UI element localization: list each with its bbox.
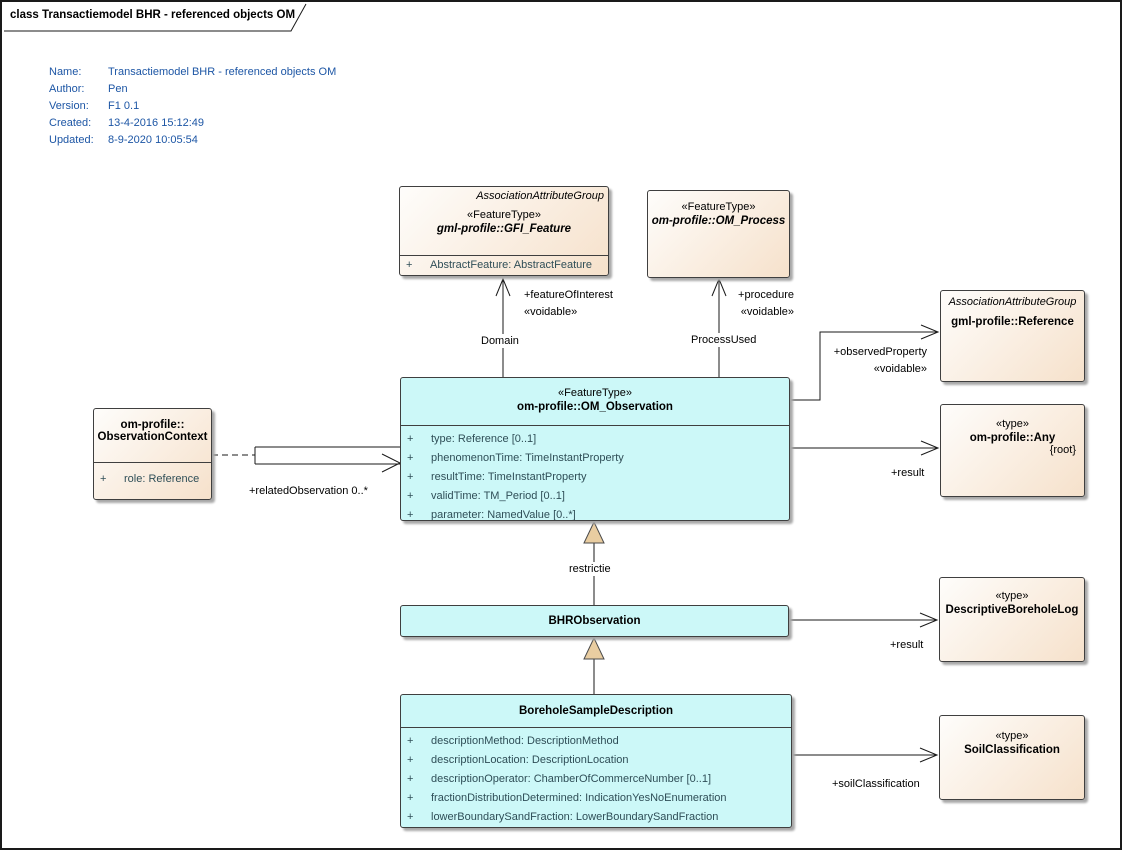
- metadata-label: Version:: [49, 100, 89, 112]
- class-name: DescriptiveBoreholeLog: [945, 604, 1079, 616]
- class-stereotype: «FeatureType»: [558, 387, 632, 399]
- metadata-value: 8-9-2020 10:05:54: [108, 134, 198, 146]
- role-label: +featureOfInterest: [524, 289, 613, 301]
- label-feature-of-interest: [522, 288, 615, 319]
- connector-soil-classification[interactable]: [792, 748, 937, 762]
- metadata-label: Created:: [49, 117, 92, 129]
- attribute-row: + AbstractFeature: AbstractFeature: [406, 259, 593, 271]
- class-borehole-sample-description[interactable]: [400, 694, 792, 828]
- class-name-line1: om-profile::: [120, 419, 185, 431]
- metadata-value: Transactiemodel BHR - referenced objects OM: [108, 66, 337, 78]
- attribute-row: + type: Reference [0..1]: [407, 433, 537, 445]
- class-name: BHRObservation: [548, 615, 641, 627]
- class-name: om-profile::OM_Observation: [517, 401, 673, 413]
- class-observation-context[interactable]: [93, 408, 212, 500]
- attribute-row: + parameter: NamedValue [0..*]: [407, 509, 576, 521]
- metadata-row: [49, 115, 336, 132]
- attribute-row: + resultTime: TimeInstantProperty: [407, 471, 587, 483]
- connector-procedure[interactable]: [712, 279, 726, 377]
- class-name: om-profile::OM_Process: [651, 215, 786, 227]
- connector-result-observation[interactable]: [790, 441, 938, 455]
- label-observed-property: [832, 345, 929, 376]
- connector-related-observation[interactable]: [212, 447, 400, 472]
- label-soil-classification: +soilClassification: [832, 778, 920, 790]
- class-stereotype: «type»: [995, 418, 1030, 430]
- class-any[interactable]: [940, 404, 1085, 497]
- metadata-value: 13-4-2016 15:12:49: [108, 117, 205, 129]
- label-restrictie: restrictie: [569, 563, 611, 575]
- connector-feature-of-interest[interactable]: [496, 279, 510, 377]
- class-name: om-profile::Any: [969, 432, 1056, 444]
- voidable-stereotype-label: «voidable»: [873, 363, 927, 375]
- metadata-row: [49, 98, 336, 115]
- class-reference[interactable]: [940, 290, 1085, 382]
- metadata-value: F1 0.1: [108, 100, 140, 112]
- connector-result-bhr[interactable]: [789, 613, 937, 627]
- class-name: gml-profile::Reference: [951, 316, 1074, 328]
- class-tag: AssociationAttributeGroup: [476, 190, 604, 202]
- attribute-row: + validTime: TM_Period [0..1]: [407, 490, 565, 502]
- attribute-row: + descriptionLocation: DescriptionLocation: [407, 754, 629, 766]
- attribute-row: + fractionDistributionDetermined: IndicationYesNoEnumeration: [407, 792, 727, 804]
- diagram-metadata: [49, 64, 336, 149]
- label-related-observation: +relatedObservation 0..*: [249, 485, 368, 497]
- attribute-row: + role: Reference: [100, 473, 200, 485]
- voidable-stereotype-label: «voidable»: [740, 306, 794, 318]
- attribute-row: + phenomenonTime: TimeInstantProperty: [407, 452, 624, 464]
- diagram-frame-title: class Transactiemodel BHR - referenced objects OM: [10, 9, 296, 21]
- class-stereotype: «type»: [995, 730, 1029, 742]
- class-stereotype: «FeatureType»: [467, 209, 541, 221]
- label-domain: Domain: [481, 335, 519, 347]
- class-om-process[interactable]: [647, 190, 790, 278]
- attribute-row: + descriptionOperator: ChamberOfCommerceNumber [0..1]: [407, 773, 711, 785]
- role-label: +observedProperty: [833, 346, 927, 358]
- class-gfi-feature[interactable]: [399, 186, 609, 276]
- attribute-row: + descriptionMethod: DescriptionMethod: [407, 735, 619, 747]
- connector-generalization-borehole[interactable]: [584, 638, 604, 694]
- attribute-row: + lowerBoundarySandFraction: LowerBoundarySandFraction: [407, 811, 719, 823]
- role-label: +procedure: [738, 289, 794, 301]
- class-stereotype: «type»: [995, 590, 1029, 602]
- label-process-used: ProcessUsed: [691, 334, 757, 346]
- class-name-line2: ObservationContext: [97, 431, 208, 443]
- metadata-label: Author:: [49, 83, 85, 95]
- label-procedure: [736, 288, 796, 319]
- metadata-value: Pen: [108, 83, 128, 95]
- metadata-row: [49, 81, 336, 98]
- class-stereotype: «FeatureType»: [681, 201, 756, 213]
- class-tag: AssociationAttributeGroup: [948, 296, 1077, 308]
- metadata-row: [49, 132, 336, 149]
- class-name: BoreholeSampleDescription: [518, 705, 673, 717]
- voidable-stereotype-label: «voidable»: [522, 305, 615, 319]
- class-name: SoilClassification: [964, 744, 1060, 756]
- class-soil-classification[interactable]: [939, 715, 1085, 800]
- class-descriptive-borehole-log[interactable]: [939, 577, 1085, 662]
- label-result-observation: +result: [891, 467, 925, 479]
- metadata-row: [49, 64, 336, 81]
- class-om-observation[interactable]: [400, 377, 790, 521]
- label-result-bhr: +result: [890, 639, 924, 651]
- class-constraint: {root}: [1049, 444, 1076, 456]
- class-name: gml-profile::GFI_Feature: [436, 223, 572, 235]
- metadata-label: Name:: [49, 66, 82, 78]
- class-bhr-observation[interactable]: [400, 605, 789, 637]
- metadata-label: Updated:: [49, 134, 94, 146]
